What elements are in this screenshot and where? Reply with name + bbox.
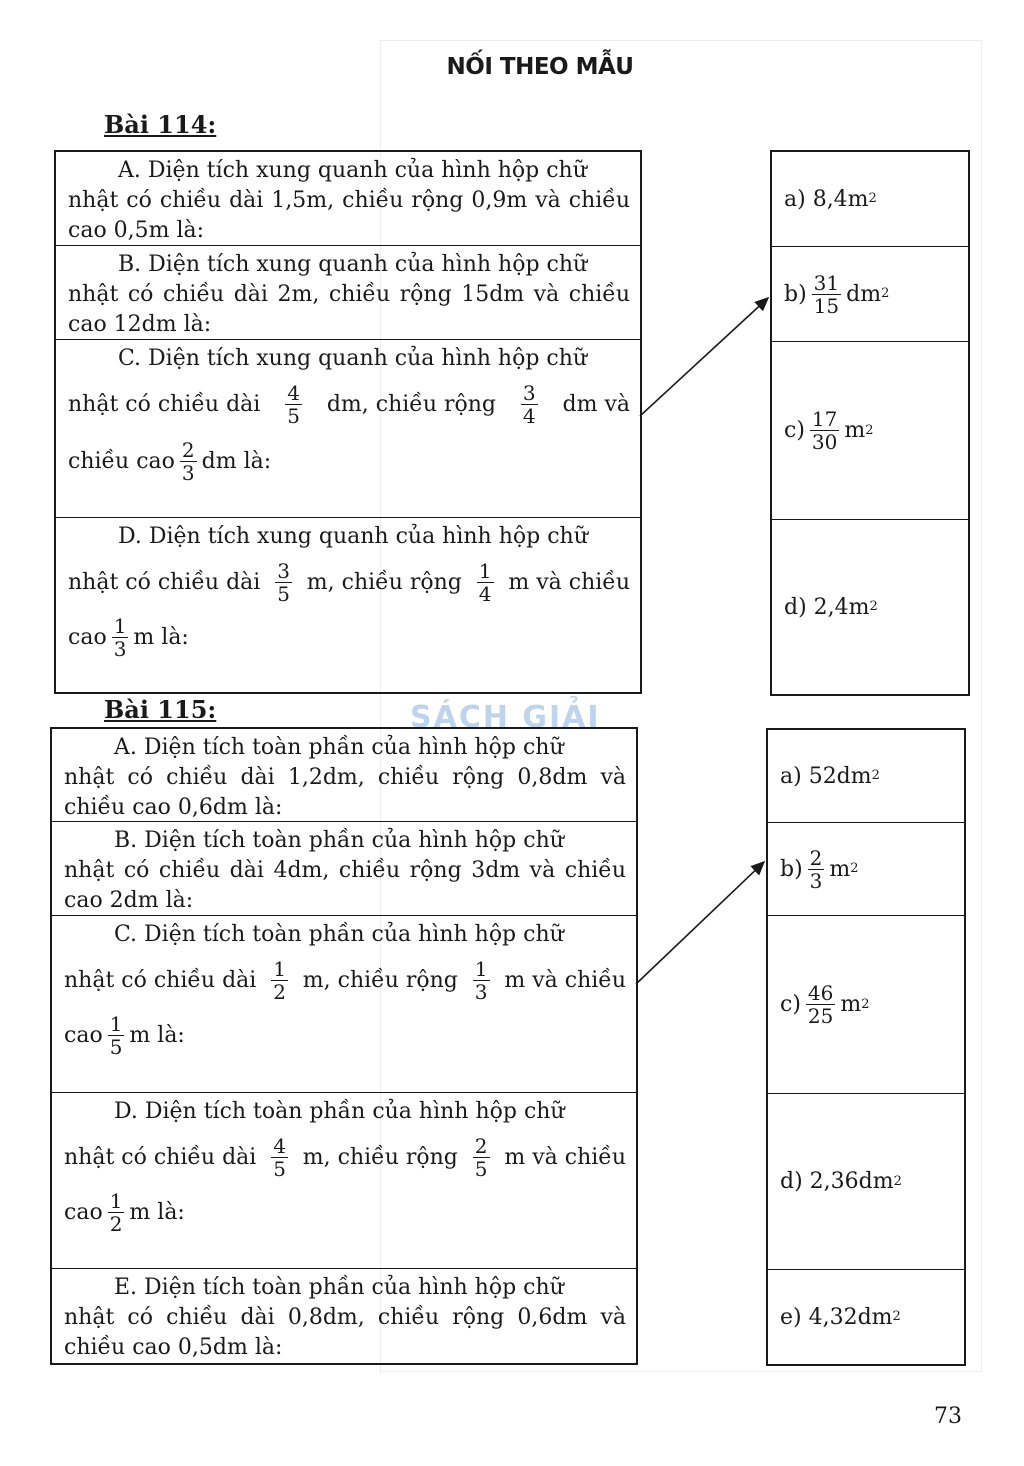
page-title: NỐI THEO MẪU xyxy=(446,54,634,80)
bai115-question-e[interactable] xyxy=(52,1269,636,1363)
answer-text: b) xyxy=(780,856,803,882)
bai115-answer-e[interactable]: e) 4,32dm 2 xyxy=(780,1304,901,1330)
question-text: m là: xyxy=(129,1199,185,1225)
denominator: 15 xyxy=(813,293,840,318)
denominator: 3 xyxy=(809,868,823,893)
question-text: nhật có chiều dài 4dm, chiều rộng 3dm và chiều cao 2dm là: xyxy=(64,858,626,913)
question-text: nhật có chiều dài 1,2dm, chiều rộng 0,8dm và chiều cao 0,6dm là: xyxy=(64,765,626,820)
denominator: 2 xyxy=(273,980,286,1004)
numerator: 46 xyxy=(807,981,834,1005)
fraction xyxy=(108,1013,125,1058)
bai114-answer-c[interactable]: c) $\frac{17}{30}$ m 2 xyxy=(772,342,968,520)
question-text: dm, chiều rộng xyxy=(326,391,496,417)
question-text: m và chiều xyxy=(504,1144,626,1170)
denominator: 5 xyxy=(474,1157,488,1181)
numerator: 4 xyxy=(287,381,300,405)
answer-text: b) xyxy=(784,281,807,307)
denominator: 5 xyxy=(273,1157,286,1181)
numerator: 3 xyxy=(522,381,536,405)
question-text: C. Diện tích toàn phần của hình hộp chữ xyxy=(114,922,564,947)
question-text: nhật có chiều dài xyxy=(68,391,261,417)
denominator: 5 xyxy=(109,1035,123,1059)
bai115-question-d[interactable] xyxy=(52,1093,636,1269)
bai114-answer-b[interactable]: b) $\frac{31}{15}$ dm 2 xyxy=(772,247,968,342)
question-text: C. Diện tích xung quanh của hình hộp chữ xyxy=(118,346,588,371)
denominator: 5 xyxy=(277,582,290,606)
bai114-question-a[interactable] xyxy=(56,152,640,246)
bai115-question-c[interactable] xyxy=(52,916,636,1093)
denominator: 4 xyxy=(522,404,536,428)
question-text: m và chiều xyxy=(508,569,630,595)
fraction xyxy=(180,439,197,484)
denominator: 2 xyxy=(109,1212,123,1236)
bai115-question-box xyxy=(50,727,638,1365)
numerator: 1 xyxy=(109,1189,123,1213)
denominator: 25 xyxy=(807,1004,834,1028)
fraction xyxy=(285,382,302,427)
fraction xyxy=(275,560,292,605)
question-text: m, chiều rộng xyxy=(302,967,458,993)
bai115-answer-a[interactable]: a) 52dm 2 xyxy=(768,730,964,823)
page-number: 73 xyxy=(934,1404,962,1429)
answer-unit: m xyxy=(840,992,862,1017)
bai114-heading: Bài 114: xyxy=(104,110,217,139)
numerator: 31 xyxy=(813,270,840,295)
fraction xyxy=(521,382,538,427)
answer-text: e) 4,32dm xyxy=(780,1304,893,1330)
fraction xyxy=(810,408,839,453)
bai115-question-b[interactable] xyxy=(52,822,636,916)
question-text: A. Diện tích xung quanh của hình hộp chữ xyxy=(118,158,587,183)
question-text: m là: xyxy=(129,1022,185,1048)
denominator: 3 xyxy=(474,980,488,1004)
numerator: 2 xyxy=(181,438,195,462)
question-text: m là: xyxy=(133,624,189,650)
numerator: 1 xyxy=(273,957,286,981)
watermark-logo: SÁCH GIẢI xyxy=(410,700,601,735)
answer-text: d) 2,36dm xyxy=(780,1169,894,1194)
bai114-question-c[interactable] xyxy=(56,340,640,518)
fraction xyxy=(473,1135,490,1180)
fraction xyxy=(806,982,835,1027)
bai114-question-box xyxy=(54,150,642,694)
denominator: 4 xyxy=(478,582,492,606)
question-text: B. Diện tích toàn phần của hình hộp chữ xyxy=(114,828,564,853)
numerator: 1 xyxy=(109,1012,123,1036)
question-text: m, chiều rộng xyxy=(306,569,462,595)
fraction xyxy=(473,958,490,1003)
numerator: 3 xyxy=(277,559,290,583)
question-text: nhật có chiều dài xyxy=(64,1144,257,1170)
bai114-answer-d[interactable]: d) 2,4m 2 xyxy=(784,594,878,620)
question-text: dm là: xyxy=(201,448,272,474)
denominator: 5 xyxy=(287,404,300,428)
answer-text: a) 8,4m xyxy=(784,186,869,212)
denominator: 30 xyxy=(811,430,838,454)
answer-text: d) 2,4m xyxy=(784,594,870,620)
question-text: cao xyxy=(64,1199,103,1225)
fraction xyxy=(108,1190,125,1235)
bai114-question-b[interactable] xyxy=(56,246,640,340)
question-text: E. Diện tích toàn phần của hình hộp chữ xyxy=(114,1275,564,1300)
question-text: B. Diện tích xung quanh của hình hộp chữ xyxy=(118,252,588,277)
bai115-answer-box xyxy=(766,728,966,1366)
numerator: 2 xyxy=(809,845,823,870)
numerator: 17 xyxy=(811,407,838,431)
answer-unit: dm xyxy=(846,281,882,307)
numerator: 1 xyxy=(478,559,492,583)
denominator: 3 xyxy=(113,637,127,661)
numerator: 2 xyxy=(474,1134,488,1158)
fraction xyxy=(271,958,288,1003)
fraction xyxy=(808,847,825,892)
question-text: A. Diện tích toàn phần của hình hộp chữ xyxy=(114,735,564,760)
question-text: nhật có chiều dài 2m, chiều rộng 15dm và chiều cao 12dm là: xyxy=(68,282,630,337)
bai115-answer-d[interactable]: d) 2,36dm 2 xyxy=(768,1094,964,1270)
question-text: dm và xyxy=(562,391,630,417)
fraction xyxy=(271,1135,288,1180)
bai115-heading: Bài 115: xyxy=(104,695,217,724)
bai114-question-d[interactable] xyxy=(56,518,640,692)
question-text: chiều cao xyxy=(68,448,175,474)
bai115-question-a[interactable] xyxy=(52,729,636,822)
question-text: nhật có chiều dài xyxy=(68,569,261,595)
fraction xyxy=(112,615,129,660)
question-text: m và chiều xyxy=(504,967,626,993)
question-text: nhật có chiều dài xyxy=(64,967,257,993)
question-text: D. Diện tích xung quanh của hình hộp chữ xyxy=(118,524,588,549)
bai115-answer-c[interactable]: c) $\frac{46}{25}$ m 2 xyxy=(768,916,964,1094)
question-text: D. Diện tích toàn phần của hình hộp chữ xyxy=(114,1099,565,1124)
question-text: nhật có chiều dài 1,5m, chiều rộng 0,9m và chiều cao 0,5m là: xyxy=(68,188,630,243)
bai114-answer-a[interactable]: a) 8,4m 2 xyxy=(772,152,968,247)
numerator: 1 xyxy=(113,614,127,638)
bai115-answer-b[interactable]: b) $\frac{2}{3}$ m 2 xyxy=(768,823,964,916)
answer-unit: m xyxy=(844,418,866,443)
denominator: 3 xyxy=(181,461,195,485)
question-text: m, chiều rộng xyxy=(302,1144,458,1170)
fraction xyxy=(477,560,494,605)
answer-text: c) xyxy=(784,418,805,443)
answer-unit: m xyxy=(829,856,851,882)
question-text: cao xyxy=(68,624,107,650)
numerator: 4 xyxy=(273,1134,286,1158)
question-text: nhật có chiều dài 0,8dm, chiều rộng 0,6dm và chiều cao 0,5dm là: xyxy=(64,1305,626,1360)
fraction xyxy=(812,272,841,317)
answer-text: c) xyxy=(780,992,801,1017)
answer-text: a) 52dm xyxy=(780,763,872,789)
bai114-answer-box xyxy=(770,150,970,696)
numerator: 1 xyxy=(474,957,488,981)
question-text: cao xyxy=(64,1022,103,1048)
